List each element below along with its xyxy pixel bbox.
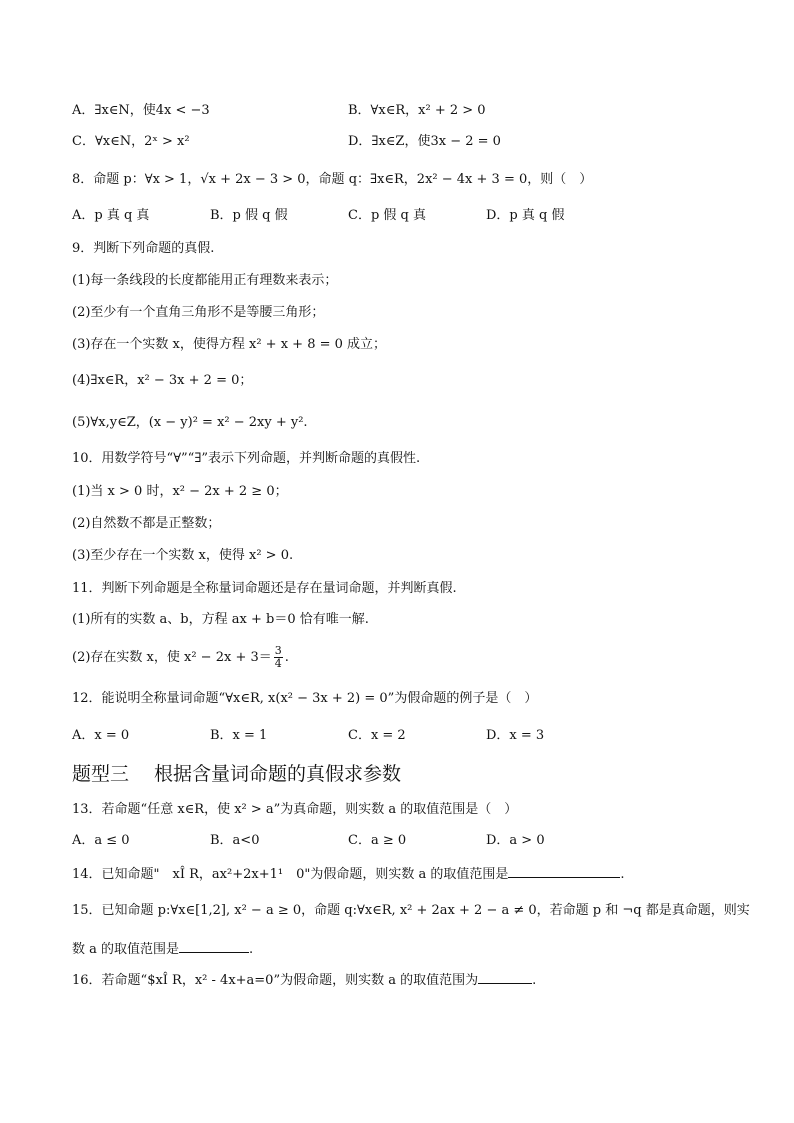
q14-period: . <box>620 867 625 882</box>
q13-option-d: D．a > 0 <box>486 833 545 848</box>
fraction-denominator: 4 <box>274 657 282 670</box>
q13-stem: 13．若命题“任意 x∈R，使 x² > a”为真命题，则实数 a 的取值范围是（ ） <box>72 802 518 817</box>
q9-item-5: (5)∀x,y∈Z，(x − y)² = x² − 2xy + y². <box>72 415 308 430</box>
q7-option-a: A．∃x∈N，使4x < −3 <box>72 103 210 118</box>
q11-item-2 <box>72 645 289 670</box>
answer-blank <box>478 971 532 984</box>
q12-option-c: C．x = 2 <box>348 728 406 743</box>
q10-item-3: (3)至少存在一个实数 x，使得 x² > 0. <box>72 548 294 563</box>
q13-option-c: C．a ≥ 0 <box>348 833 407 848</box>
q16-period: . <box>532 973 537 988</box>
q9-item-2: (2)至少有一个直角三角形不是等腰三角形； <box>72 305 325 320</box>
q8-option-a: A．p 真 q 真 <box>72 208 150 223</box>
q7-option-b: B．∀x∈R，x² + 2 > 0 <box>348 103 486 118</box>
q9-stem: 9．判断下列命题的真假. <box>72 241 215 256</box>
q8-stem: 8．命题 p：∀x > 1，√x + 2x − 3 > 0，命题 q：∃x∈R，2x² − 4x + 3 = 0，则（ ） <box>72 172 593 187</box>
section-heading: 题型三 根据含量词命题的真假求参数 <box>72 763 402 785</box>
q15-period: . <box>249 942 254 957</box>
fraction-numerator: 3 <box>274 644 282 657</box>
q7-option-d: D．∃x∈Z，使3x − 2 = 0 <box>348 134 501 149</box>
q14-text: 14．已知命题" xÎ R，ax²+2x+1¹ 0"为假命题，则实数 a 的取值范围是 <box>72 867 509 882</box>
q9-item-1: (1)每一条线段的长度都能用正有理数来表示； <box>72 273 338 288</box>
q13-option-a: A．a ≤ 0 <box>72 833 130 848</box>
q14-line <box>72 865 624 884</box>
q7-option-c: C．∀x∈N，2ˣ > x² <box>72 134 190 149</box>
q9-item-4: (4)∃x∈R，x² − 3x + 2 = 0； <box>72 373 253 388</box>
q16-text: 16．若命题“$xÎ R，x² - 4x+a=0”为假命题，则实数 a 的取值范围为 <box>72 973 479 988</box>
q10-item-2: (2)自然数不都是正整数； <box>72 516 221 531</box>
answer-blank <box>179 940 249 953</box>
q11-item-2-period: . <box>284 650 289 665</box>
q10-item-1: (1)当 x > 0 时，x² − 2x + 2 ≥ 0； <box>72 484 288 499</box>
q13-option-b: B．a<0 <box>210 833 260 848</box>
q12-stem: 12．能说明全称量词命题“∀x∈R, x(x² − 3x + 2) = 0”为假命题的例子是（ ） <box>72 691 538 706</box>
q15-line-2 <box>72 940 253 959</box>
answer-blank <box>508 865 620 878</box>
q12-option-a: A．x = 0 <box>72 728 130 743</box>
q15-line-1: 15．已知命题 p:∀x∈[1,2], x² − a ≥ 0，命题 q:∀x∈R, x² + 2ax + 2 − a ≠ 0，若命题 p 和 ¬q 都是真命题，则实 <box>72 903 750 918</box>
q15-text: 数 a 的取值范围是 <box>72 942 180 957</box>
q10-stem: 10．用数学符号“∀”“∃”表示下列命题，并判断命题的真假性. <box>72 451 421 466</box>
q8-option-c: C．p 假 q 真 <box>348 208 426 223</box>
q11-item-1: (1)所有的实数 a、b，方程 ax + b＝0 恰有唯一解. <box>72 612 369 627</box>
q8-option-d: D．p 真 q 假 <box>486 208 565 223</box>
q8-option-b: B．p 假 q 假 <box>210 208 288 223</box>
q11-stem: 11．判断下列命题是全称量词命题还是存在量词命题，并判断真假. <box>72 581 457 596</box>
q12-option-b: B．x = 1 <box>210 728 268 743</box>
q16-line <box>72 971 536 990</box>
fraction <box>274 645 283 670</box>
q9-item-3: (3)存在一个实数 x，使得方程 x² + x + 8 = 0 成立； <box>72 337 387 352</box>
q11-item-2-text: (2)存在实数 x，使 x² − 2x + 3＝ <box>72 650 272 665</box>
q12-option-d: D．x = 3 <box>486 728 545 743</box>
